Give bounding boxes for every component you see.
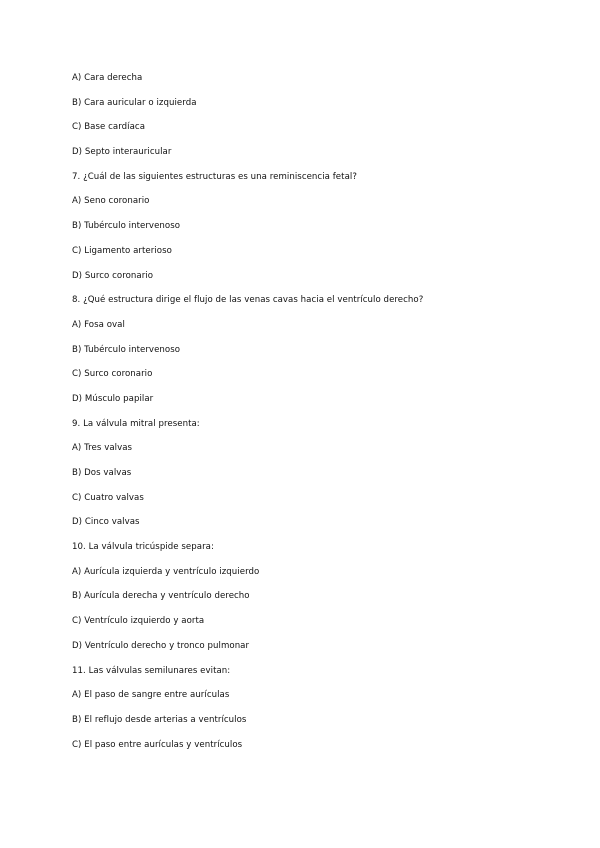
question-list: [72, 70, 572, 761]
option-line: A) Cara derecha: [72, 73, 143, 83]
option-line: D) Surco coronario: [72, 270, 154, 281]
option-line: B) Dos valvas: [72, 468, 132, 478]
option-line: C) Cuatro valvas: [72, 492, 144, 503]
option-line: A) Fosa oval: [72, 319, 125, 330]
option-line: C) Surco coronario: [72, 369, 153, 380]
option-line: A) Aurícula izquierda y ventrículo izquierdo: [72, 566, 260, 577]
option-line: D) Músculo papilar: [72, 393, 154, 404]
question-line: 9. La válvula mitral presenta:: [72, 418, 200, 429]
option-line: B) Aurícula derecha y ventrículo derecho: [72, 591, 250, 602]
option-line: C) Base cardíaca: [72, 122, 146, 133]
option-line: C) Ventrículo izquierdo y aorta: [72, 616, 205, 627]
option-line: A) El paso de sangre entre aurículas: [72, 690, 230, 701]
option-line: C) Ligamento arterioso: [72, 245, 172, 256]
option-line: D) Cinco valvas: [72, 517, 140, 528]
option-line: B) Tubérculo intervenoso: [72, 221, 181, 232]
question-line: 11. Las válvulas semilunares evitan:: [72, 665, 231, 676]
question-line: 10. La válvula tricúspide separa:: [72, 542, 214, 553]
option-line: A) Tres valvas: [72, 443, 133, 454]
option-line: B) El reflujo desde arterias a ventrículos: [72, 714, 247, 725]
question-line: 8. ¿Qué estructura dirige el flujo de las venas cavas hacia el ventrículo derecho?: [72, 295, 424, 306]
option-line: D) Ventrículo derecho y tronco pulmonar: [72, 640, 250, 651]
question-line: 7. ¿Cuál de las siguientes estructuras es una reminiscencia fetal?: [72, 171, 357, 182]
option-line: C) El paso entre aurículas y ventrículos: [72, 739, 243, 750]
option-line: B) Cara auricular o izquierda: [72, 97, 197, 108]
option-line: B) Tubérculo intervenoso: [72, 344, 181, 355]
option-line: A) Seno coronario: [72, 196, 150, 207]
option-line: D) Septo interauricular: [72, 147, 172, 158]
